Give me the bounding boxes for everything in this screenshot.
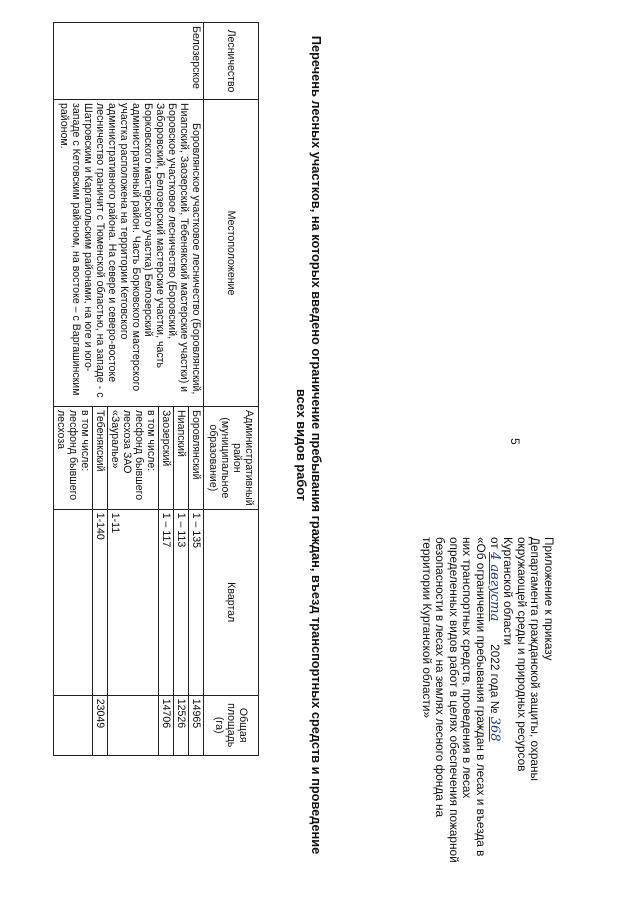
header-forestry: Лесничество xyxy=(204,23,259,100)
handwritten-date: 4 августа xyxy=(486,552,502,622)
forestry-cell: Белозерское xyxy=(54,23,204,100)
year-text: 2022 года № xyxy=(487,644,502,714)
district-cell: Заозерский xyxy=(159,407,174,510)
forest-plots-table xyxy=(53,22,259,756)
approval-line: Курганской области xyxy=(501,537,516,646)
area-cell: 14965 xyxy=(189,695,204,755)
district-cell: в том числе: лесфонд бывшего лесхоза xyxy=(54,407,93,510)
area-cell: 12526 xyxy=(174,695,189,755)
approval-line: окружающей среды и природных ресурсов xyxy=(514,537,529,772)
page-number: 5 xyxy=(508,438,522,445)
header-location: Местоположение xyxy=(204,100,259,407)
district-cell: Тебенякский xyxy=(93,407,108,510)
header-area: Общая площадь (га) xyxy=(204,695,259,755)
area-cell xyxy=(108,695,159,755)
location-cell xyxy=(54,100,204,407)
date-prefix: от xyxy=(487,537,502,549)
header-quarter: Квартал xyxy=(204,509,259,695)
order-title: «Об ограничении пребывания граждан в лесах и въезда в них транспортных средств, проведения в лесах определенных видов работ в целях обеспечения пожарной безопасности в лесах на землях лесного фонда на территории Курганской области» xyxy=(419,537,489,863)
document-heading: Перечень лесных участков, на которых введено ограничение пребывания граждан, въезд транспортных средств и проведение всех видов работ xyxy=(294,35,324,855)
quarter-cell: 1-140 xyxy=(93,509,108,695)
header-district: Административный район (муниципальное образование) xyxy=(204,407,259,510)
location-text: Боровлянское участковое лесничество (Боровлянский, Ниапский, Заозерский, Тебенякский мастерские участки) и Боровское участковое лесничество (Боровский, Заборовский, Белозерский мастерские участки, часть Борковского мастерского участка) Белозерский административный район. Часть Борковского мастерского участка расположена на территории Кетовского административного района. На севере и северо-востоке лесничество граничит с Тюменской областью, на западе - с Шатровским и Каргапольским районами, на юге и юго-западе с Кетовским районом, на востоке – с Варгашинским районом. xyxy=(58,103,202,398)
quarter-cell: 1 – 113 xyxy=(174,509,189,695)
quarter-cell: 1 – 135 xyxy=(189,509,204,695)
quarter-cell: 1 – 117 xyxy=(159,509,174,695)
table-row xyxy=(189,23,204,756)
area-cell: 14706 xyxy=(159,695,174,755)
table-header-row xyxy=(204,23,259,756)
approval-block xyxy=(419,537,555,872)
quarter-cell xyxy=(54,509,93,695)
approval-line: Приложение к приказу xyxy=(542,537,556,661)
approval-line: Департамента гражданской защиты, охраны xyxy=(528,537,543,781)
area-cell: 23049 xyxy=(93,695,108,755)
handwritten-number: 368 xyxy=(486,716,502,742)
district-cell: Ниапский xyxy=(174,407,189,510)
district-cell: в том числе: лесфонд бывшего лесхоза ЗАО «Зауралье» xyxy=(108,407,159,510)
district-cell: Боровлянский xyxy=(189,407,204,510)
quarter-cell: 1-11 xyxy=(108,509,159,695)
area-cell xyxy=(54,695,93,755)
approval-date-line xyxy=(487,537,501,872)
